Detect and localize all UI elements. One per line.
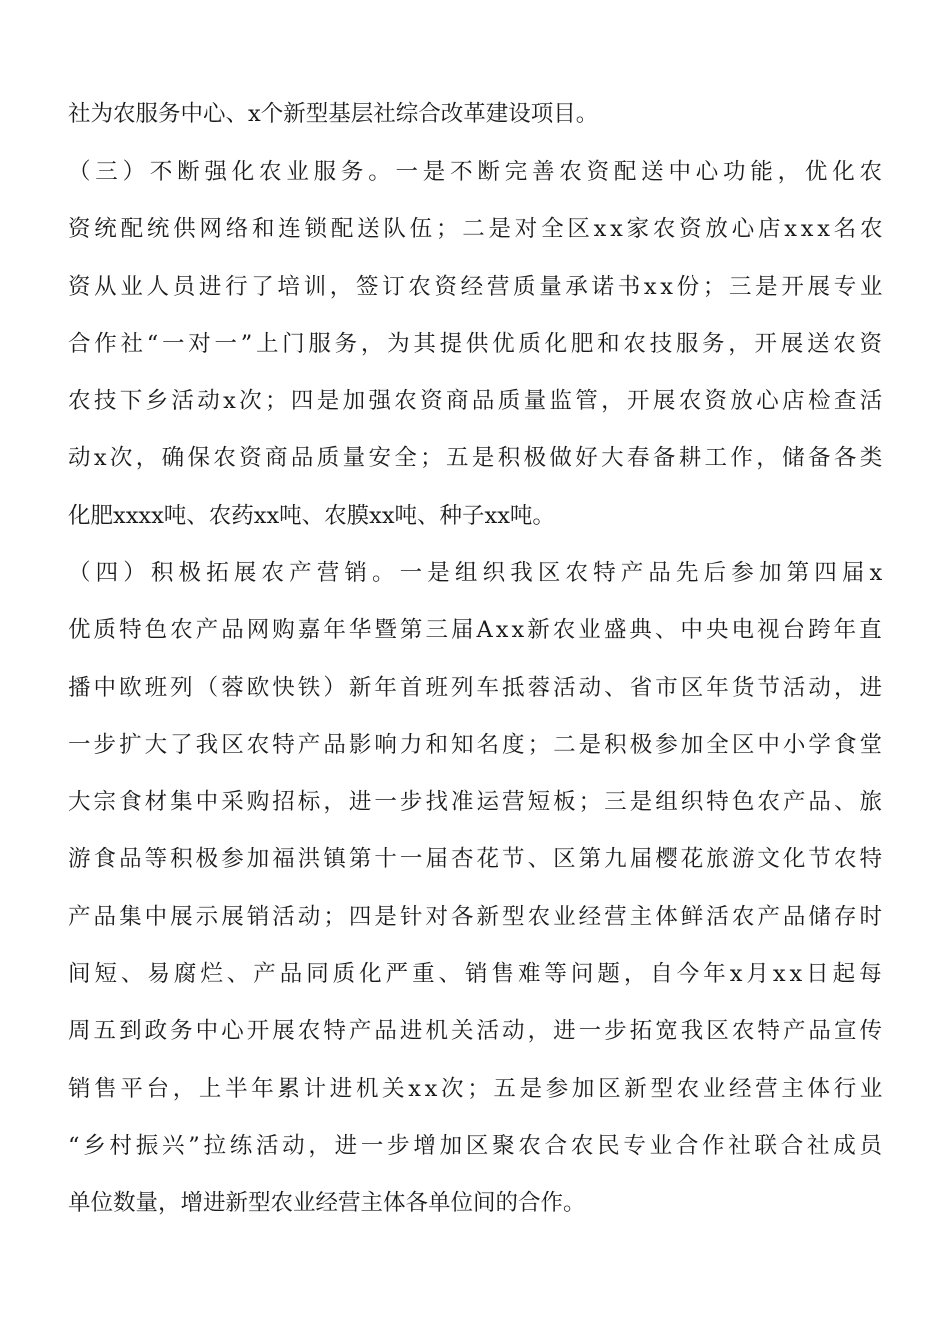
- text-line: 周五到政务中心开展农特产品进机关活动，进一步拓宽我区农特产品宣传: [68, 1018, 886, 1045]
- text-line: 资从业人员进行了培训，签订农资经营质量承诺书xx份；三是开展专业: [68, 273, 887, 300]
- text-line: 一步扩大了我区农特产品影响力和知名度；二是积极参加全区中小学食堂: [68, 731, 886, 758]
- text-line: 销售平台，上半年累计进机关xx次；五是参加区新型农业经营主体行业: [68, 1075, 887, 1102]
- text-line: 间短、易腐烂、产品同质化严重、销售难等问题，自今年x月xx日起每: [68, 961, 886, 988]
- text-line: 合作社“一对一”上门服务，为其提供优质化肥和农技服务，开展送农资: [68, 330, 886, 357]
- text-line: 化肥xxxx吨、农药xx吨、农膜xx吨、种子xx吨。: [68, 502, 555, 529]
- text-line: 游食品等积极参加福洪镇第十一届杏花节、区第九届樱花旅游文化节农特: [68, 846, 886, 873]
- text-line: 播中欧班列（蓉欧快铁）新年首班列车抵蓉活动、省市区年货节活动，进: [68, 674, 886, 701]
- text-line: 单位数量，增进新型农业经营主体各单位间的合作。: [68, 1190, 586, 1217]
- paragraph-agricultural-marketing: [68, 545, 888, 1233]
- text-line: 社为农服务中心、x个新型基层社综合改革建设项目。: [68, 101, 599, 127]
- text-line: 优质特色农产品网购嘉年华暨第三届Axx新农业盛典、中央电视台跨年直: [68, 617, 885, 644]
- text-line: 大宗食材集中采购招标，进一步找准运营短板；三是组织特色农产品、旅: [68, 789, 886, 816]
- text-line: 动x次，确保农资商品质量安全；五是积极做好大春备耕工作，储备各类: [68, 445, 886, 472]
- text-line: 资统配统供网络和连锁配送队伍；二是对全区xx家农资放心店xxx名农: [68, 216, 887, 243]
- text-line: 产品集中展示展销活动；四是针对各新型农业经营主体鲜活农产品储存时: [68, 903, 886, 930]
- text-line: 农技下乡活动x次；四是加强农资商品质量监管，开展农资放心店检查活: [68, 388, 886, 415]
- paragraph-continuation: [68, 86, 882, 143]
- text-line: （三）不断强化农业服务。一是不断完善农资配送中心功能，优化农: [68, 159, 887, 185]
- text-line: （四）积极拓展农产营销。一是组织我区农特产品先后参加第四届x: [68, 560, 888, 586]
- paragraph-agricultural-services: [68, 144, 887, 545]
- text-line: “乡村振兴”拉练活动，进一步增加区聚农合农民专业合作社联合社成员: [68, 1132, 886, 1159]
